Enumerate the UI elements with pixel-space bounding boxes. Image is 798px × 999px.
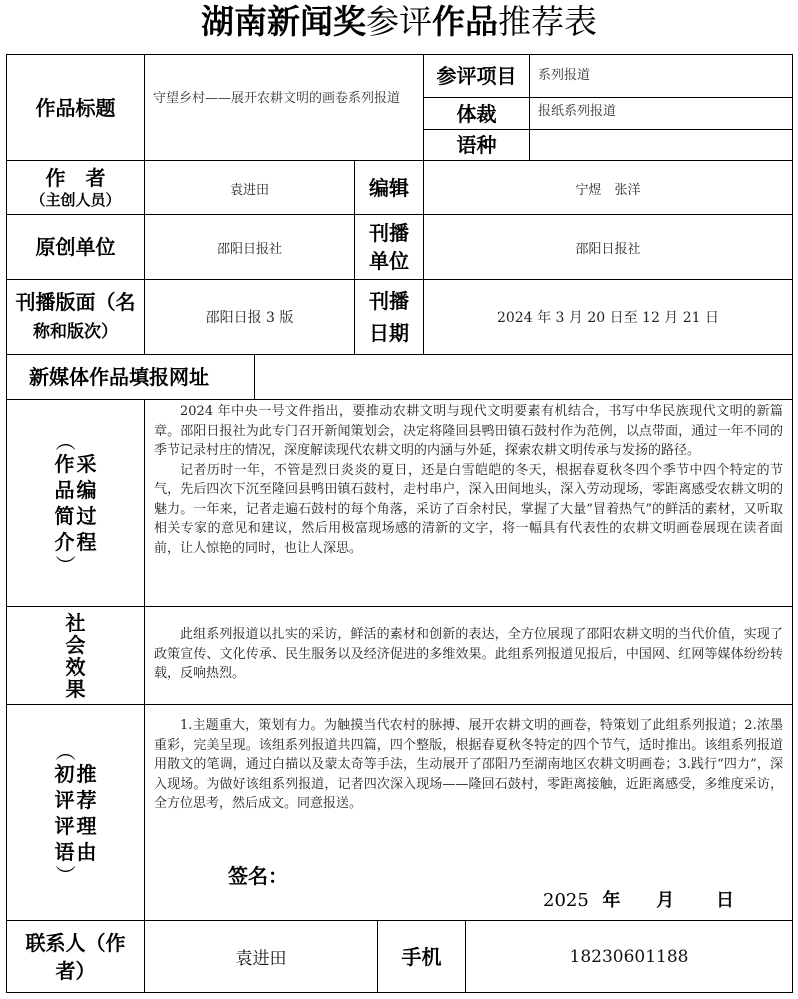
- value-category: 系列报道: [529, 54, 793, 98]
- label-author-main: 作 者: [45, 165, 106, 190]
- title-part-3: 作品: [432, 2, 498, 41]
- review-char-1: 初: [54, 761, 75, 786]
- process-char-4: 程: [76, 530, 97, 554]
- paren-close-intro: ）: [52, 555, 77, 575]
- paren-open-intro: （: [52, 431, 77, 451]
- intro-char-4: 介: [54, 530, 75, 554]
- value-publish-date: 2024 年 3 月 20 日至 12 月 21 日: [423, 279, 793, 355]
- label-publish-date-1: 刊播: [369, 289, 409, 313]
- label-social-effect: [6, 606, 145, 705]
- process-char-1: 采: [76, 452, 97, 476]
- intro-char-2: 品: [54, 478, 75, 502]
- label-publish-date: [354, 279, 424, 355]
- review-col-1: [52, 740, 77, 885]
- value-phone: 18230601188: [465, 920, 793, 993]
- process-char-2: 编: [76, 478, 97, 502]
- label-publish-unit-2: 单位: [369, 249, 409, 273]
- value-edition: 邵阳日报 3 版: [144, 279, 355, 355]
- review-text: [145, 705, 792, 814]
- value-new-media-url: [254, 354, 793, 400]
- sign-year-value: 2025: [543, 890, 589, 911]
- intro-char-1: 作: [54, 452, 75, 476]
- review-paragraph: 1.主题重大，策划有力。为触摸当代农村的脉搏、展开农耕文明的画卷，特策划了此组系列报道；2.浓墨重彩，完美呈现。该组系列报道共四篇，四个整版，根据春夏秋冬特定的四个节气，适时推出。该组系列报道用散文的笔调，通过白描以及蒙太奇等手法，生动展开了邵阳乃至湖南地区农耕文明画卷；3.践行“四力”，深入现场。为做好该组系列报道，记者四次深入现场——隆回石鼓村，零距离接触，近距离感受，多维度采访，全方位思考，然后成文。同意报送。: [154, 718, 783, 811]
- label-author-sub: （主创人员）: [30, 190, 121, 209]
- label-edition-2: 称和版次）: [33, 322, 118, 342]
- sign-day-label: 日: [716, 890, 735, 911]
- label-publish-date-2: 日期: [369, 321, 409, 345]
- review-col-2: [77, 761, 97, 865]
- label-review-reason: [6, 704, 145, 921]
- process-char-3: 过: [76, 504, 97, 528]
- review-reason-area: [144, 704, 793, 921]
- label-publish-unit-1: 刊播: [369, 221, 409, 245]
- value-contact: 袁进田: [144, 920, 378, 993]
- label-edition-1: 刊播版面（名: [15, 290, 136, 314]
- reason-char-4: 由: [76, 839, 97, 864]
- label-contact-2: 者）: [55, 958, 96, 983]
- signature-date: [543, 886, 734, 912]
- intro-process-text: [144, 399, 793, 607]
- review-char-2: 评: [54, 787, 75, 812]
- effect-char-1: 社: [65, 610, 86, 635]
- reason-char-1: 推: [76, 761, 97, 786]
- label-intro-process: [6, 399, 145, 607]
- reason-char-2: 荐: [76, 787, 97, 812]
- signature-label: 签名：: [228, 864, 288, 888]
- label-editor: 编辑: [354, 160, 424, 215]
- label-language: 语种: [423, 129, 530, 161]
- intro-col-1: [52, 431, 77, 575]
- intro-char-3: 简: [54, 504, 75, 528]
- title-part-4: 推荐表: [498, 2, 597, 41]
- intro-paragraph-2: 记者历时一年，不管是烈日炎炎的夏日，还是白雪皑皑的冬天，根据春夏秋冬四个季节中四个特定的节气，先后四次下沉至隆回县鸭田镇石鼓村，走村串户，深入田间地头，深入劳动现场，零距离感受农耕文明的魅力。一年来，记者走遍石鼓村的每个角落，采访了百余村民，掌握了大量“冒着热气”的鲜活的素材，又听取相关专家的意见和建议，然后用极富现场感的清新的文字，将一幅具有代表性的农耕文明画卷展现在读者面前，让人惊艳的同时，也让人深思。: [154, 462, 783, 556]
- label-original-unit: 原创单位: [6, 214, 145, 280]
- effect-char-3: 效: [65, 654, 86, 679]
- label-contact: [6, 920, 145, 993]
- sign-year-label: 年: [602, 890, 621, 911]
- label-edition: [6, 279, 145, 355]
- value-publish-unit: 邵阳日报社: [423, 214, 793, 280]
- social-effect-text: [144, 606, 793, 705]
- effect-char-4: 果: [65, 676, 86, 701]
- value-language: [529, 129, 793, 161]
- value-editor: 宁煜 张洋: [423, 160, 793, 215]
- paren-open-review: （: [52, 740, 77, 761]
- intro-col-2: [77, 451, 97, 555]
- intro-paragraph-1: 2024 年中央一号文件指出，要推动农耕文明与现代文明要素有机结合，书写中华民族现代文明的新篇章。邵阳日报社为此专门召开新闻策划会，决定将隆回县鸭田镇石鼓村作为范例，以点带面，通过一年不同的季节记录村庄的情况，深度解读现代农耕文明的内涵与外延，探索农耕文明传承与发扬的路径。: [154, 404, 783, 458]
- sign-month-label: 月: [656, 890, 675, 911]
- page-title: [0, 0, 798, 46]
- value-author: 袁进田: [144, 160, 355, 215]
- label-phone: 手机: [377, 920, 466, 993]
- value-genre: 报纸系列报道: [529, 97, 793, 130]
- label-work-title: 作品标题: [6, 54, 145, 161]
- label-new-media-url: 新媒体作品填报网址: [6, 354, 255, 400]
- effect-paragraph: 此组系列报道以扎实的采访，鲜活的素材和创新的表达，全方位展现了邵阳农耕文明的当代价值，实现了政策宣传、文化传承、民生服务以及经济促进的多维效果。此组系列报道见报后，中国网、红网等媒体纷纷转载，反响热烈。: [154, 627, 783, 681]
- label-publish-unit: [354, 214, 424, 280]
- effect-char-2: 会: [65, 632, 86, 657]
- reason-char-3: 理: [76, 813, 97, 838]
- title-part-1: 湖南新闻奖: [201, 2, 366, 41]
- label-contact-1: 联系人（作: [25, 930, 126, 955]
- review-char-3: 评: [54, 813, 75, 838]
- paren-close-review: ）: [52, 864, 77, 885]
- value-original-unit: 邵阳日报社: [144, 214, 355, 280]
- review-char-4: 语: [54, 839, 75, 864]
- value-work-title: 守望乡村——展开农耕文明的画卷系列报道: [144, 54, 424, 161]
- label-category: 参评项目: [423, 54, 530, 98]
- label-genre: 体裁: [423, 97, 530, 130]
- label-author: [6, 160, 145, 215]
- title-part-2: 参评: [366, 2, 432, 41]
